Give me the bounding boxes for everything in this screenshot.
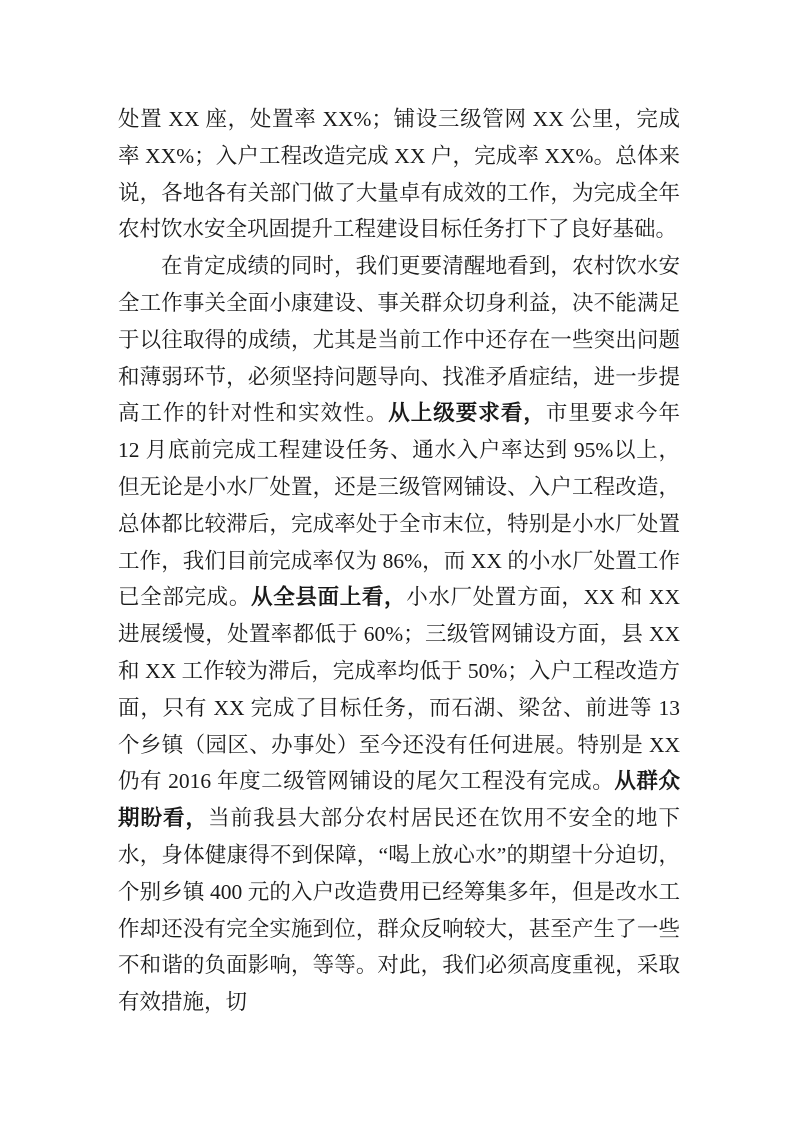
paragraph [118,248,680,1021]
text-run-bold: 从全县面上看， [251,585,407,610]
document-body [118,101,680,1021]
text-run: 在肯定成绩的同时，我们更要清醒地看到，农村饮水安全工作事关全面小康建设、事关群众切身利益，决不能满足于以往取得的成绩，尤其是当前工作中还存在一些突出问题和薄弱环节，必须坚持问题导向、找准矛盾症结，进一步提高工作的针对性和实效性。 [118,254,680,426]
text-run: 当前我县大部分农村居民还在饮用不安全的地下水，身体健康得不到保障，“喝上放心水”的期望十分迫切，个别乡镇 400 元的入户改造费用已经筹集多年，但是改水工作却还没有完全实施到位，群众反响较大，甚至产生了一些不和谐的负面影响，等等。对此，我们必须高度重视，采取有效措施，切 [118,806,680,1015]
paragraph [118,101,680,248]
text-run-bold: 从上级要求看， [388,401,546,426]
text-run: 处置 XX 座，处置率 XX%；铺设三级管网 XX 公里，完成率 XX%；入户工程改造完成 XX 户，完成率 XX%。总体来说，各地各有关部门做了大量卓有成效的工作，为完成全年农村饮水安全巩固提升工程建设目标任务打下了良好基础。 [118,107,680,242]
text-run-bold: 从群众期盼看， [118,769,680,831]
text-run: 小水厂处置方面，XX 和 XX 进展缓慢，处置率都低于 60%；三级管网铺设方面，县 XX 和 XX 工作较为滞后，完成率均低于 50%；入户工程改造方面，只有 XX 完成了目标任务，而石湖、梁岔、前进等 13 个乡镇（园区、办事处）至今还没有任何进展。特别是 XX 仍有 2016 年度二级管网铺设的尾欠工程没有完成。 [118,585,680,794]
text-run: 市里要求今年 12 月底前完成工程建设任务、通水入户率达到 95%以上，但无论是小水厂处置，还是三级管网铺设、入户工程改造，总体都比较滞后，完成率处于全市末位，特别是小水厂处置工作，我们目前完成率仅为 86%，而 XX 的小水厂处置工作已全部完成。 [118,401,680,610]
